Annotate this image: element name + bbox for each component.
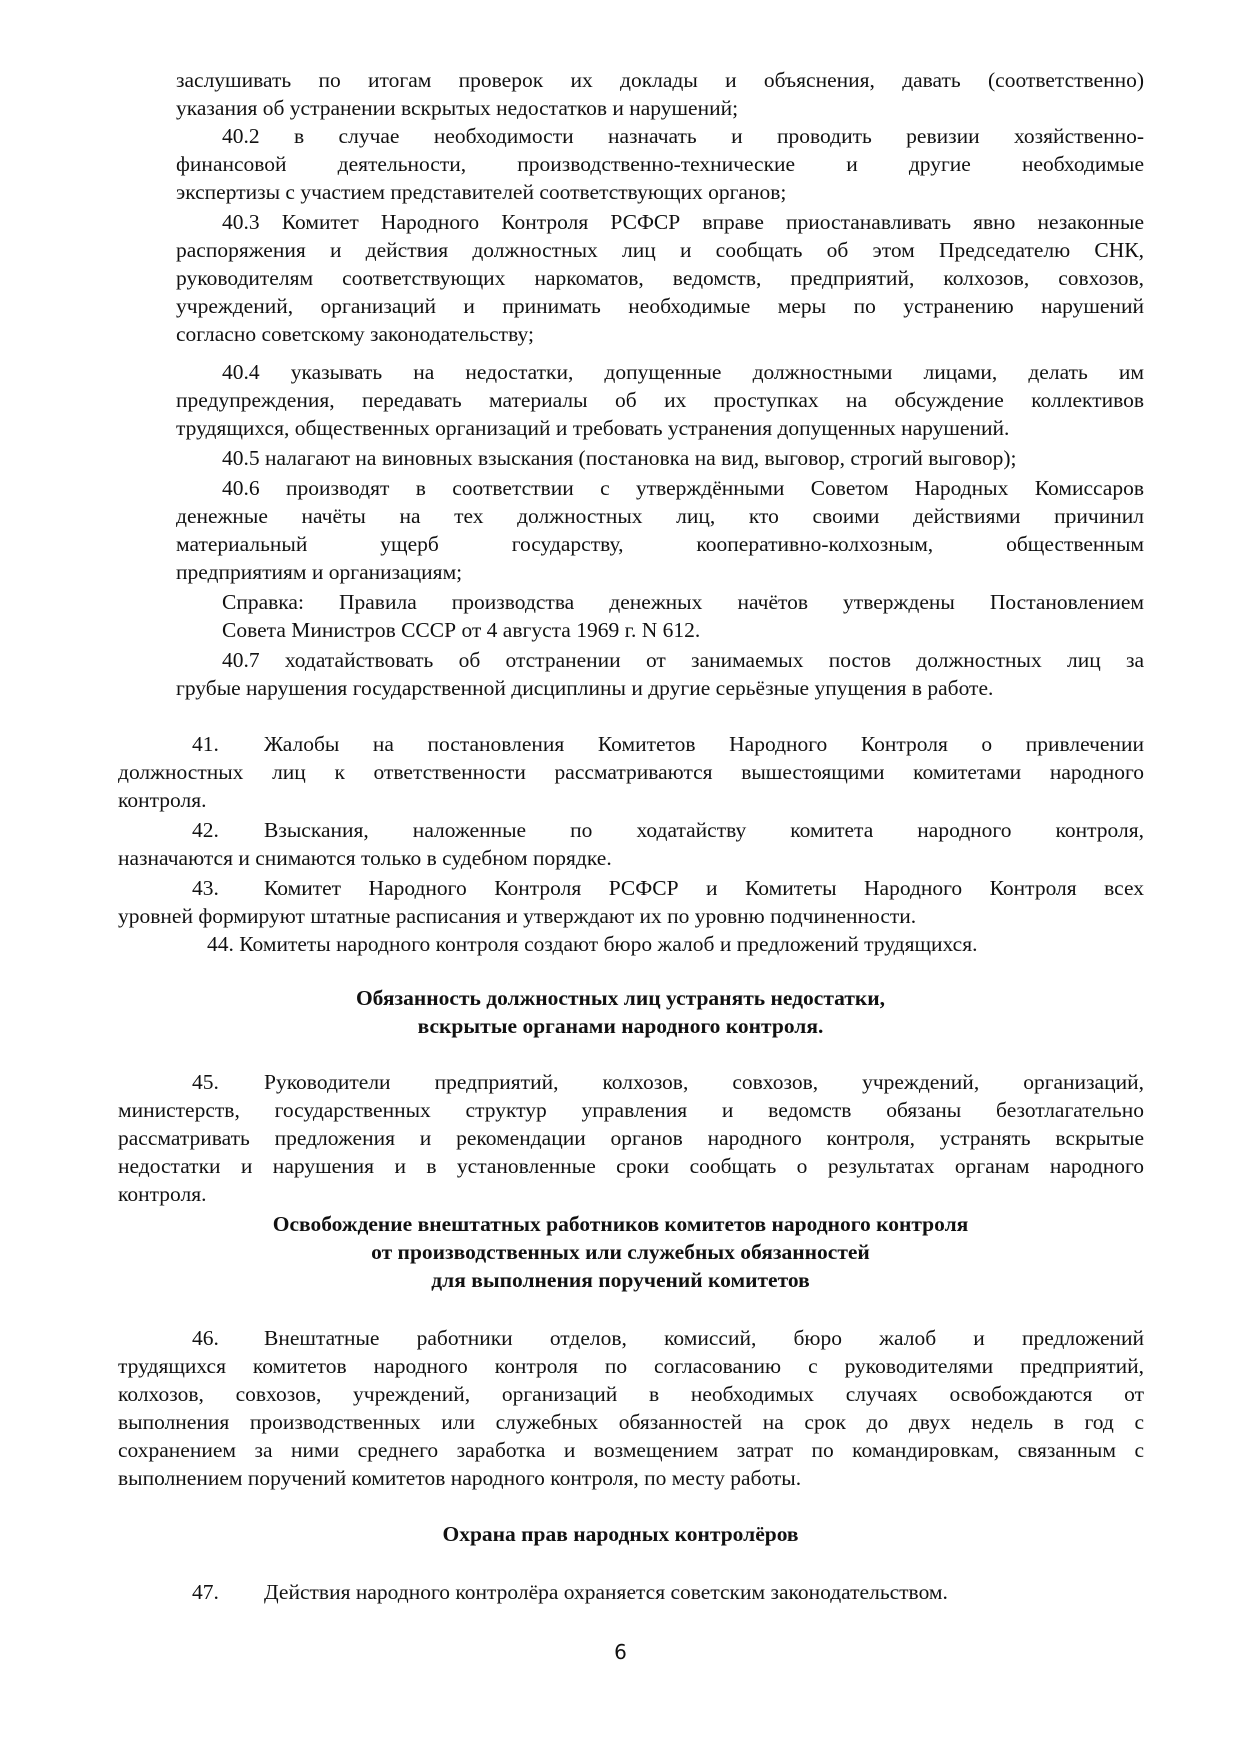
item-number-41: 41. bbox=[192, 732, 219, 756]
paragraph-line: контроля. bbox=[118, 788, 207, 812]
subitem-40-5: 40.5 налагают на виновных взыскания (постановка на вид, выговор, строгий выговор); bbox=[222, 446, 1017, 470]
subitem-40-4: 40.4 указывать на недостатки, допущенные должностными лицами, делать им bbox=[222, 360, 1144, 384]
paragraph-line: денежные начёты на тех должностных лиц, кто своими действиями причинил bbox=[176, 504, 1144, 528]
item-number-43: 43. bbox=[192, 876, 219, 900]
section-heading: вскрытые органами народного контроля. bbox=[417, 1014, 824, 1038]
paragraph-line: финансовой деятельности, производственно-технические и другие необходимые bbox=[176, 152, 1144, 176]
paragraph-line: предприятиям и организациям; bbox=[176, 560, 463, 584]
paragraph-line: согласно советскому законодательству; bbox=[176, 322, 534, 346]
item-42: Взыскания, наложенные по ходатайству комитета народного контроля, bbox=[264, 818, 1144, 842]
item-46: Внештатные работники отделов, комиссий, бюро жалоб и предложений bbox=[264, 1326, 1144, 1350]
section-heading: Охрана прав народных контролёров bbox=[442, 1522, 799, 1546]
paragraph-line: трудящихся комитетов народного контроля по согласованию с руководителями предприятий, bbox=[118, 1354, 1144, 1378]
subitem-40-7: 40.7 ходатайствовать об отстранении от занимаемых постов должностных лиц за bbox=[222, 648, 1144, 672]
section-heading: от производственных или служебных обязанностей bbox=[371, 1240, 870, 1264]
item-41: Жалобы на постановления Комитетов Народного Контроля о привлечении bbox=[264, 732, 1144, 756]
item-43: Комитет Народного Контроля РСФСР и Комитеты Народного Контроля всех bbox=[264, 876, 1144, 900]
paragraph-line: предупреждения, передавать материалы об их проступках на обсуждение коллективов bbox=[176, 388, 1144, 412]
subitem-40-2: 40.2 в случае необходимости назначать и проводить ревизии хозяйственно- bbox=[222, 124, 1144, 148]
reference-note: Совета Министров СССР от 4 августа 1969 г. N 612. bbox=[222, 618, 701, 642]
reference-note: Справка: Правила производства денежных начётов утверждены Постановлением bbox=[222, 590, 1144, 614]
paragraph-line: выполнением поручений комитетов народного контроля, по месту работы. bbox=[118, 1466, 802, 1490]
paragraph-line: недостатки и нарушения и в установленные сроки сообщать о результатах органам народного bbox=[118, 1154, 1144, 1178]
paragraph-line: контроля. bbox=[118, 1182, 207, 1206]
page-number: 6 bbox=[614, 1640, 627, 1664]
paragraph-line: рассматривать предложения и рекомендации органов народного контроля, устранять вскрытые bbox=[118, 1126, 1144, 1150]
paragraph-line: трудящихся, общественных организаций и требовать устранения допущенных нарушений. bbox=[176, 416, 1010, 440]
section-heading: Обязанность должностных лиц устранять недостатки, bbox=[355, 986, 886, 1010]
paragraph-line: заслушивать по итогам проверок их доклады и объяснения, давать (соответственно) bbox=[176, 68, 1144, 92]
paragraph-line: должностных лиц к ответственности рассматриваются вышестоящими комитетами народного bbox=[118, 760, 1144, 784]
item-number-46: 46. bbox=[192, 1326, 219, 1350]
subitem-40-6: 40.6 производят в соответствии с утверждёнными Советом Народных Комиссаров bbox=[222, 476, 1144, 500]
item-47: Действия народного контролёра охраняется советским законодательством. bbox=[264, 1580, 948, 1604]
item-number-45: 45. bbox=[192, 1070, 219, 1094]
paragraph-line: назначаются и снимаются только в судебном порядке. bbox=[118, 846, 612, 870]
paragraph-line: распоряжения и действия должностных лиц и сообщать об этом Председателю СНК, bbox=[176, 238, 1144, 262]
paragraph-line: министерств, государственных структур управления и ведомств обязаны безотлагательно bbox=[118, 1098, 1144, 1122]
paragraph-line: колхозов, совхозов, учреждений, организаций в необходимых случаях освобождаются от bbox=[118, 1382, 1144, 1406]
paragraph-line: учреждений, организаций и принимать необходимые меры по устранению нарушений bbox=[176, 294, 1144, 318]
paragraph-line: выполнения производственных или служебных обязанностей на срок до двух недель в год с bbox=[118, 1410, 1144, 1434]
subitem-40-3: 40.3 Комитет Народного Контроля РСФСР вправе приостанавливать явно незаконные bbox=[222, 210, 1144, 234]
paragraph-line: сохранением за ними среднего заработка и возмещением затрат по командировкам, связанным с bbox=[118, 1438, 1144, 1462]
paragraph-line: указания об устранении вскрытых недостатков и нарушений; bbox=[176, 96, 739, 120]
item-number-47: 47. bbox=[192, 1580, 219, 1604]
paragraph-line: руководителям соответствующих наркоматов, ведомств, предприятий, колхозов, совхозов, bbox=[176, 266, 1144, 290]
paragraph-line: уровней формируют штатные расписания и утверждают их по уровню подчиненности. bbox=[118, 904, 917, 928]
paragraph-line: экспертизы с участием представителей соответствующих органов; bbox=[176, 180, 787, 204]
section-heading: для выполнения поручений комитетов bbox=[431, 1268, 810, 1292]
section-heading: Освобождение внештатных работников комитетов народного контроля bbox=[272, 1212, 969, 1236]
paragraph-line: грубые нарушения государственной дисциплины и другие серьёзные упущения в работе. bbox=[176, 676, 994, 700]
item-45: Руководители предприятий, колхозов, совхозов, учреждений, организаций, bbox=[264, 1070, 1144, 1094]
paragraph-line: материальный ущерб государству, кооперативно-колхозным, общественным bbox=[176, 532, 1144, 556]
item-44: 44. Комитеты народного контроля создают бюро жалоб и предложений трудящихся. bbox=[207, 932, 978, 956]
item-number-42: 42. bbox=[192, 818, 219, 842]
